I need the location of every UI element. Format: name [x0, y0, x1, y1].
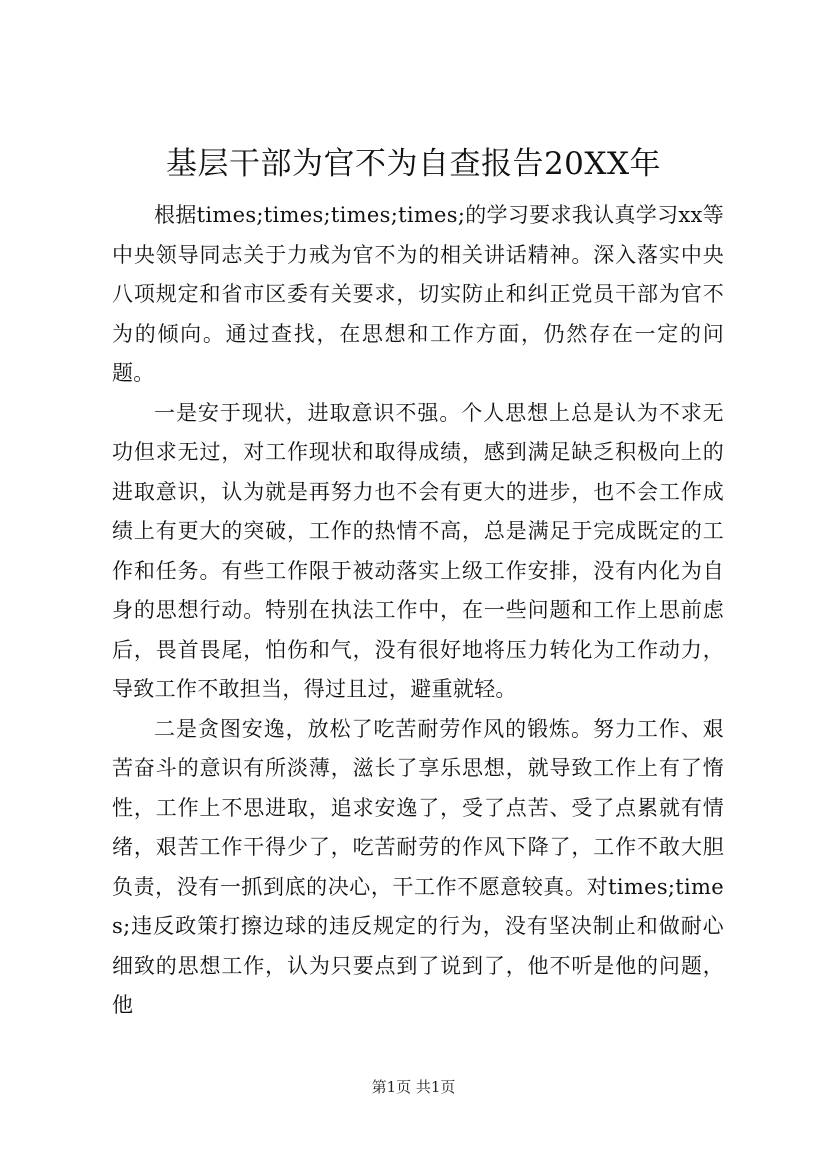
paragraph-point-one: 一是安于现状，进取意识不强。个人思想上总是认为不求无功但求无过，对工作现状和取得成绩，感到满足缺乏积极向上的进取意识，认为就是再努力也不会有更大的进步，也不会工作成绩上有更大的突破，工作的热情不高，总是满足于完成既定的工作和任务。有些工作限于被动落实上级工作安排，没有内化为自身的思想行动。特别在执法工作中，在一些问题和工作上思前虑后，畏首畏尾，怕伤和气，没有很好地将压力转化为工作动力，导致工作不敢担当，得过且过，避重就轻。	[112, 400, 724, 701]
paragraph-intro: 根据times;times;times;times;的学习要求我认真学习xx等中央领导同志关于力戒为官不为的相关讲话精神。深入落实中央八项规定和省市区委有关要求，切实防止和纠正党员干部为官不为的倾向。通过查找，在思想和工作方面，仍然存在一定的问题。	[112, 203, 724, 385]
page-number-label: 第1页 共1页	[371, 1078, 456, 1096]
paragraph-point-two: 二是贪图安逸，放松了吃苦耐劳作风的锻炼。努力工作、艰苦奋斗的意识有所淡薄，滋长了享乐思想，就导致工作上有了惰性，工作上不思进取，追求安逸了，受了点苦、受了点累就有情绪，艰苦工作干得少了，吃苦耐劳的作风下降了，工作不敢大胆负责，没有一抓到底的决心，干工作不愿意较真。对times;times;违反政策打擦边球的违反规定的行为，没有坚决制止和做耐心细致的思想工作，认为只要点到了说到了，他不听是他的问题，他	[112, 716, 724, 1017]
document-title: 基层干部为官不为自查报告20XX年	[165, 146, 662, 182]
page-footer	[0, 1077, 827, 1097]
document-body	[112, 196, 724, 1026]
